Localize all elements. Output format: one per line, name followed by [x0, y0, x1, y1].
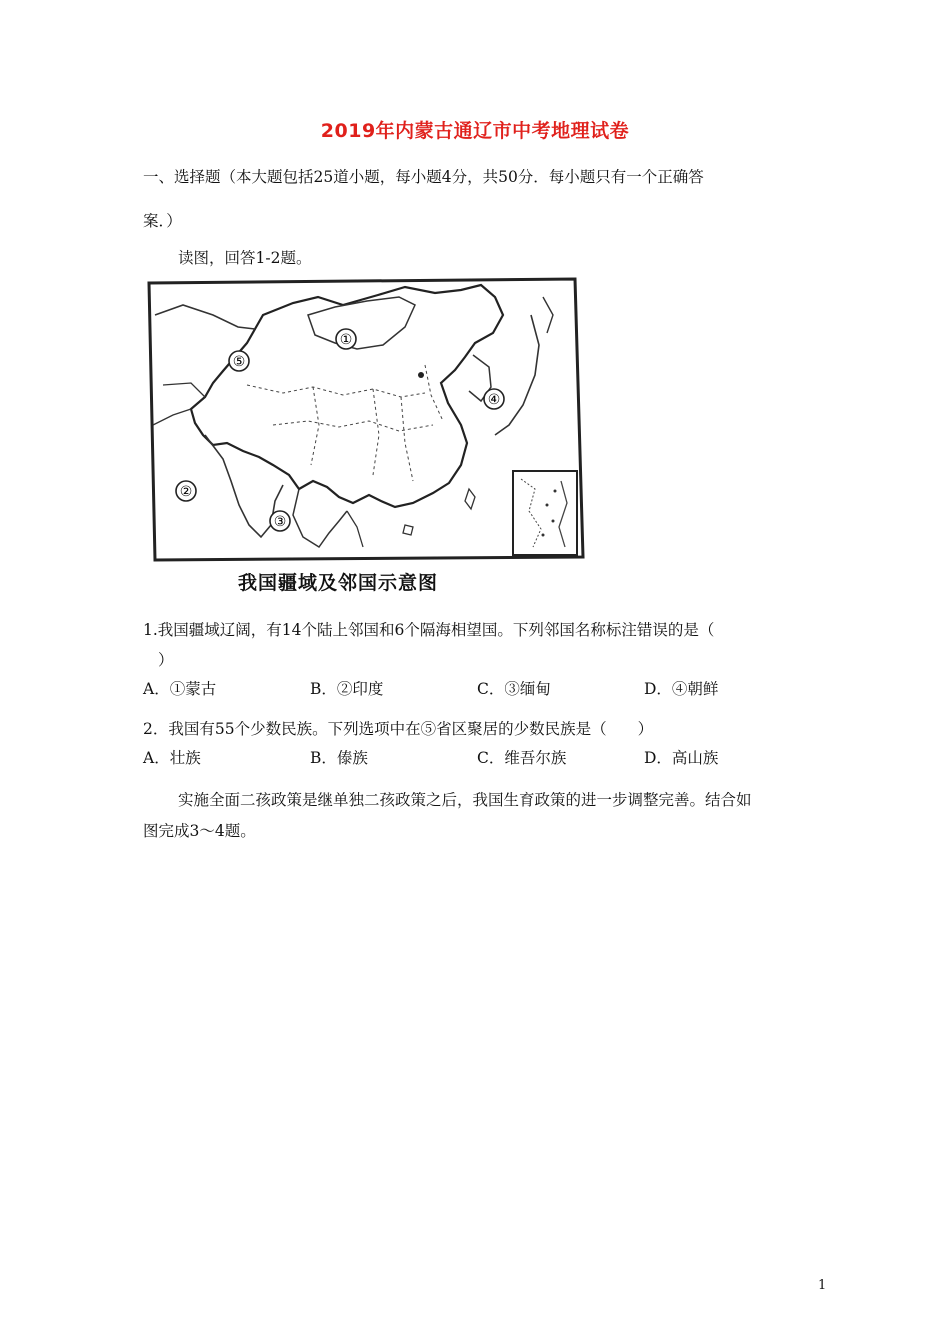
page-title: 2019年内蒙古通辽市中考地理试卷	[320, 120, 630, 142]
question-1-line1: 1.我国疆域辽阔，有14个陆上邻国和6个隔海相望国。下列邻国名称标注错误的是（	[143, 621, 715, 639]
q1-option-d: D．④朝鲜	[644, 680, 719, 698]
q2-option-c: C．维吾尔族	[477, 749, 567, 767]
intro-text-1: 读图，回答1-2题。	[178, 249, 312, 267]
page-number: 1	[818, 1278, 827, 1293]
q1-option-a: A．①蒙古	[143, 680, 217, 698]
q1-option-c: C．③缅甸	[477, 680, 551, 698]
china-map-figure	[143, 275, 588, 565]
map-label-4: ④	[487, 392, 501, 408]
q2-option-a: A．壮族	[143, 749, 201, 767]
q2-option-b: B．傣族	[310, 749, 368, 767]
intro-text-2-line1: 实施全面二孩政策是继单独二孩政策之后，我国生育政策的进一步调整完善。结合如	[178, 791, 752, 809]
q1-option-b: B．②印度	[310, 680, 384, 698]
map-label-2: ②	[179, 484, 193, 500]
section-heading-line2: 案．）	[143, 212, 182, 230]
question-2-line1: 2．我国有55个少数民族。下列选项中在⑤省区聚居的少数民族是（ ）	[143, 720, 654, 738]
map-label-3: ③	[273, 514, 287, 530]
q2-option-d: D．高山族	[644, 749, 719, 767]
map-label-5: ⑤	[232, 354, 246, 370]
map-caption: 我国疆域及邻国示意图	[238, 572, 439, 594]
map-label-1: ①	[339, 332, 353, 348]
question-1-line2: ）	[158, 651, 174, 669]
intro-text-2-line2: 图完成3～4题。	[143, 822, 256, 840]
section-heading-line1: 一、选择题（本大题包括25道小题，每小题4分，共50分．每小题只有一个正确答	[143, 168, 704, 186]
map-illustration	[143, 275, 588, 565]
